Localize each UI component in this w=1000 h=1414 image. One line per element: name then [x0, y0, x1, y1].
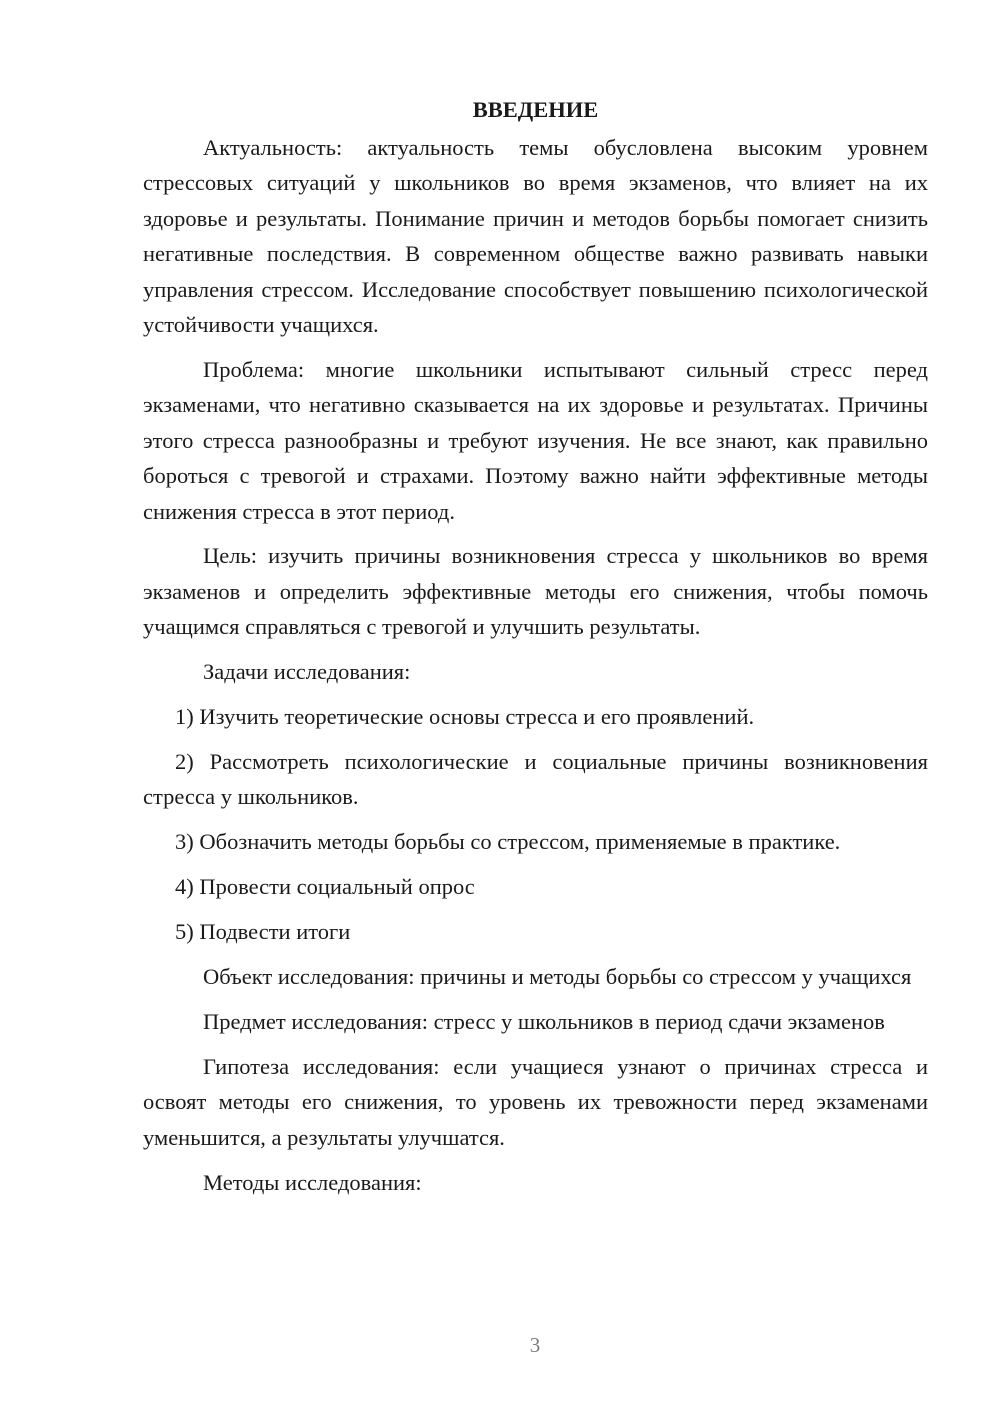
page-content: [143, 95, 928, 1200]
hypothesis-paragraph: Гипотеза исследования: если учащиеся узнают о причинах стресса и освоят методы его снижения, то уровень их тревожности перед экзаменами уменьшится, а результаты улучшатся.: [143, 1053, 928, 1150]
task-item-5: 5) Подвести итоги: [175, 919, 351, 945]
object-paragraph: Объект исследования: причины и методы борьбы со стрессом у учащихся: [203, 964, 912, 990]
relevance-paragraph: Актуальность: актуальность темы обусловлена высоким уровнем стрессовых ситуаций у школьников во время экзаменов, что влияет на их здоровье и результаты. Понимание причин и методов борьбы помогает снизить негативные последствия. В современном обществе важно развивать навыки управления стрессом. Исследование способствует повышению психологической устойчивости учащихся.: [143, 135, 928, 338]
problem-paragraph: Проблема: многие школьники испытывают сильный стресс перед экзаменами, что негативно сказывается на их здоровье и результатах. Причины этого стресса разнообразны и требуют изучения. Не все знают, как правильно бороться с тревогой и страхами. Поэтому важно найти эффективные методы снижения стресса в этот период.: [143, 356, 928, 524]
goal-paragraph: Цель: изучить причины возникновения стресса у школьников во время экзаменов и определить эффективные методы его снижения, чтобы помочь учащимся справляться с тревогой и улучшить результаты.: [143, 543, 928, 640]
task-item-4: 4) Провести социальный опрос: [175, 874, 475, 900]
task-item-3: 3) Обозначить методы борьбы со стрессом, применяемые в практике.: [175, 829, 841, 855]
subject-paragraph: Предмет исследования: стресс у школьников в период сдачи экзаменов: [203, 1008, 885, 1034]
task-item-1: 1) Изучить теоретические основы стресса и его проявлений.: [175, 704, 755, 730]
task-item-2: 2) Рассмотреть психологические и социальные причины возникновения стресса у школьников.: [143, 749, 928, 810]
tasks-title: Задачи исследования:: [203, 659, 411, 685]
methods-title: Методы исследования:: [203, 1169, 422, 1195]
section-heading: ВВЕДЕНИЕ: [472, 97, 599, 122]
page-number: 3: [529, 1333, 541, 1357]
